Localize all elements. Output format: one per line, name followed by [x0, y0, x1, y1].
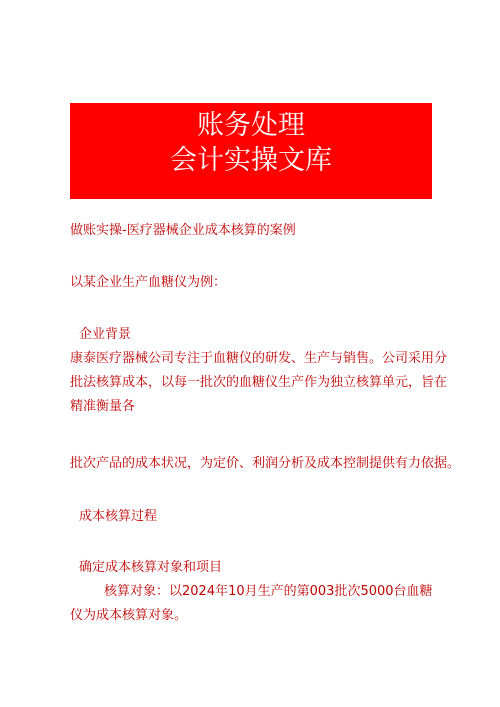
paragraph-line: 精准衡量各	[70, 399, 136, 414]
paragraph-line: 核算对象：以2024年10月生产的第003批次5000台血糖	[104, 584, 433, 599]
paragraph-line: 批法核算成本，以每一批次的血糖仪生产作为独立核算单元，旨在	[70, 375, 448, 390]
section-heading-background: 企业背景	[79, 327, 132, 342]
background-paragraph	[70, 347, 450, 419]
object-paragraph	[70, 580, 450, 628]
subsection-heading: 确定成本核算对象和项目	[79, 560, 223, 575]
section-heading-costing: 成本核算过程	[79, 509, 158, 524]
background-continued: 批次产品的成本状况，为定价、利润分析及成本控制提供有力依据。	[70, 456, 461, 471]
title-banner	[70, 103, 432, 199]
paragraph-line: 康泰医疗器械公司专注于血糖仪的研发、生产与销售。公司采用分	[70, 351, 448, 366]
paragraph-line: 仪为成本核算对象。	[70, 608, 188, 623]
banner-subtitle: 会计实操文库	[170, 145, 332, 176]
document-title: 做账实操-医疗器械企业成本核算的案例	[70, 223, 296, 238]
banner-title: 账务处理	[197, 110, 305, 141]
intro-text: 以某企业生产血糖仪为例：	[70, 275, 227, 290]
